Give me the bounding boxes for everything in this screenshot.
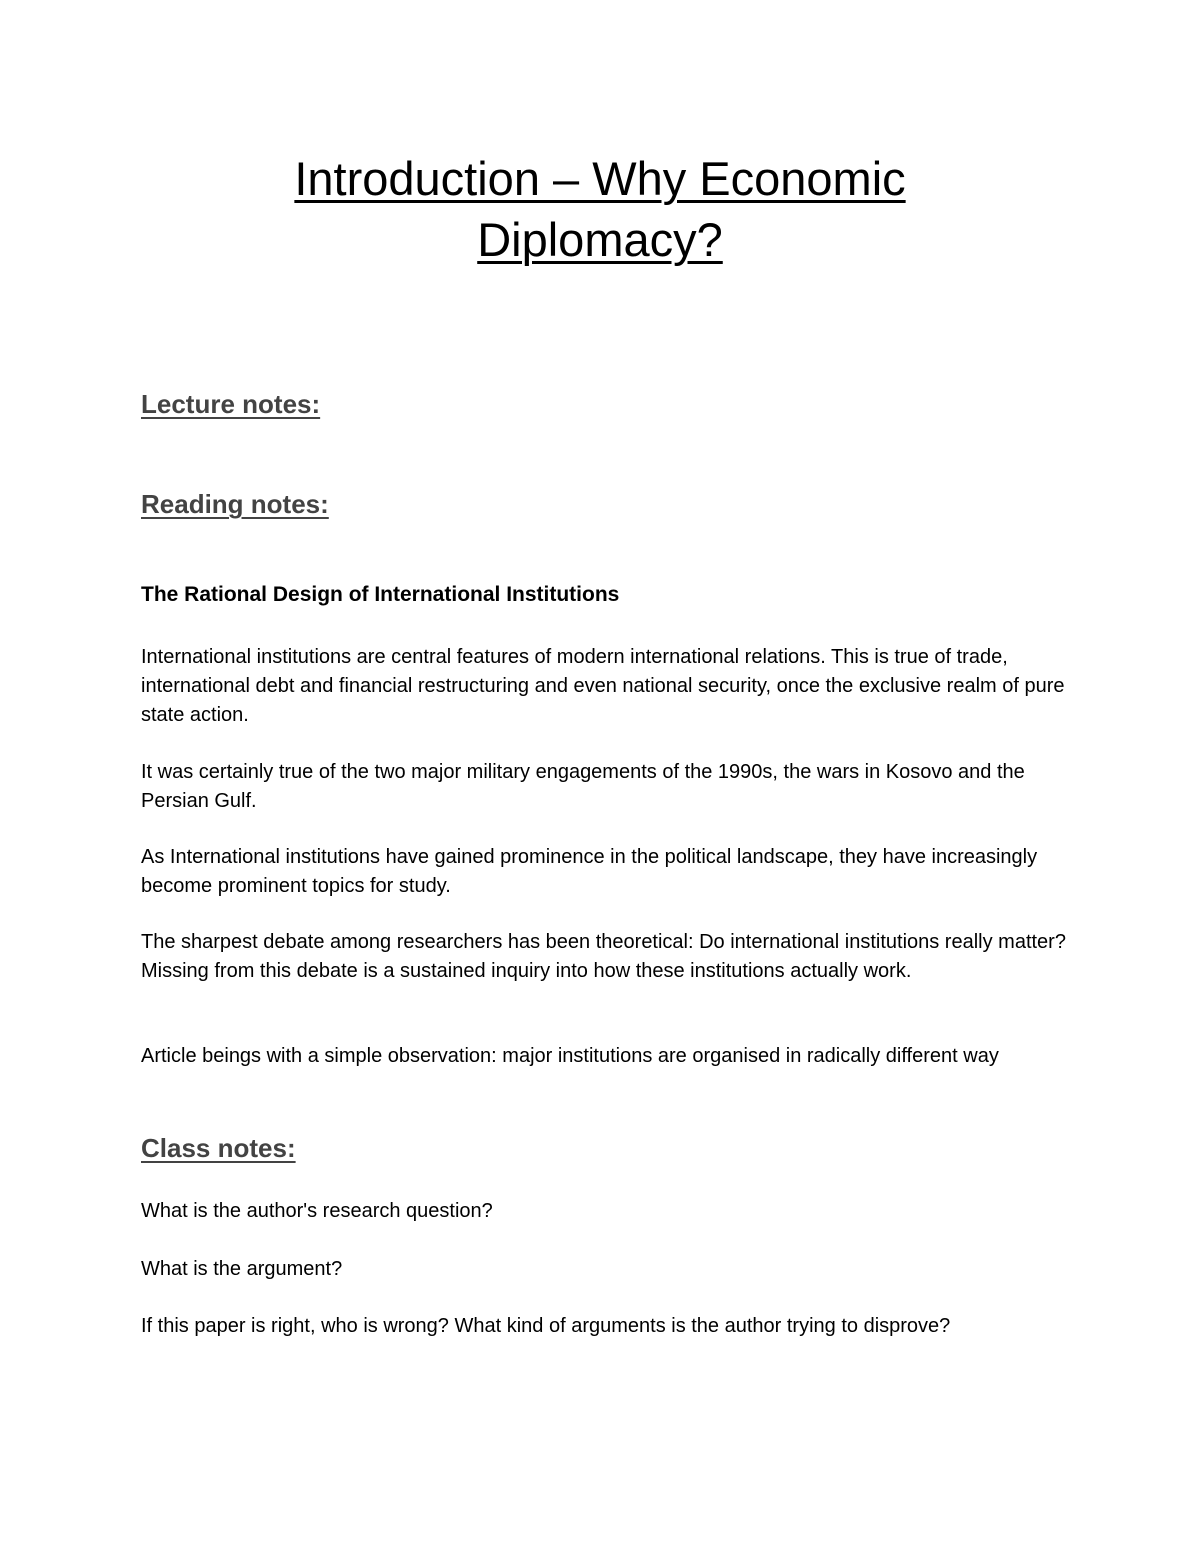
reading-notes-heading: Reading notes:: [141, 489, 329, 519]
reading-paragraph: The sharpest debate among researchers has been theoretical: Do international institutions really matter? Missing from this debate is a sustained inquiry into how these institutions actually work.: [141, 931, 1066, 982]
page-title-line-1: Introduction – Why Economic: [294, 152, 906, 205]
class-question: If this paper is right, who is wrong? What kind of arguments is the author trying to disprove?: [141, 1315, 951, 1337]
reading-paragraph: Article beings with a simple observation: major institutions are organised in radically different way: [141, 1045, 999, 1067]
page-title: [140, 148, 1060, 270]
page-title-line-2: Diplomacy?: [477, 213, 723, 266]
reading-paragraph: As International institutions have gained prominence in the political landscape, they have increasingly become prominent topics for study.: [141, 846, 1038, 897]
class-notes-heading: Class notes:: [141, 1133, 296, 1163]
reading-paragraph: It was certainly true of the two major military engagements of the 1990s, the wars in Kosovo and the Persian Gulf.: [141, 761, 1025, 812]
class-question: What is the argument?: [141, 1258, 343, 1280]
reading-subheading: The Rational Design of International Institutions: [141, 583, 620, 606]
class-question: What is the author's research question?: [141, 1200, 493, 1222]
lecture-notes-heading: Lecture notes:: [141, 389, 321, 419]
reading-paragraph: International institutions are central features of modern international relations. This is true of trade, international debt and financial restructuring and even national security, once the exclusive realm of pure state action.: [141, 646, 1065, 726]
